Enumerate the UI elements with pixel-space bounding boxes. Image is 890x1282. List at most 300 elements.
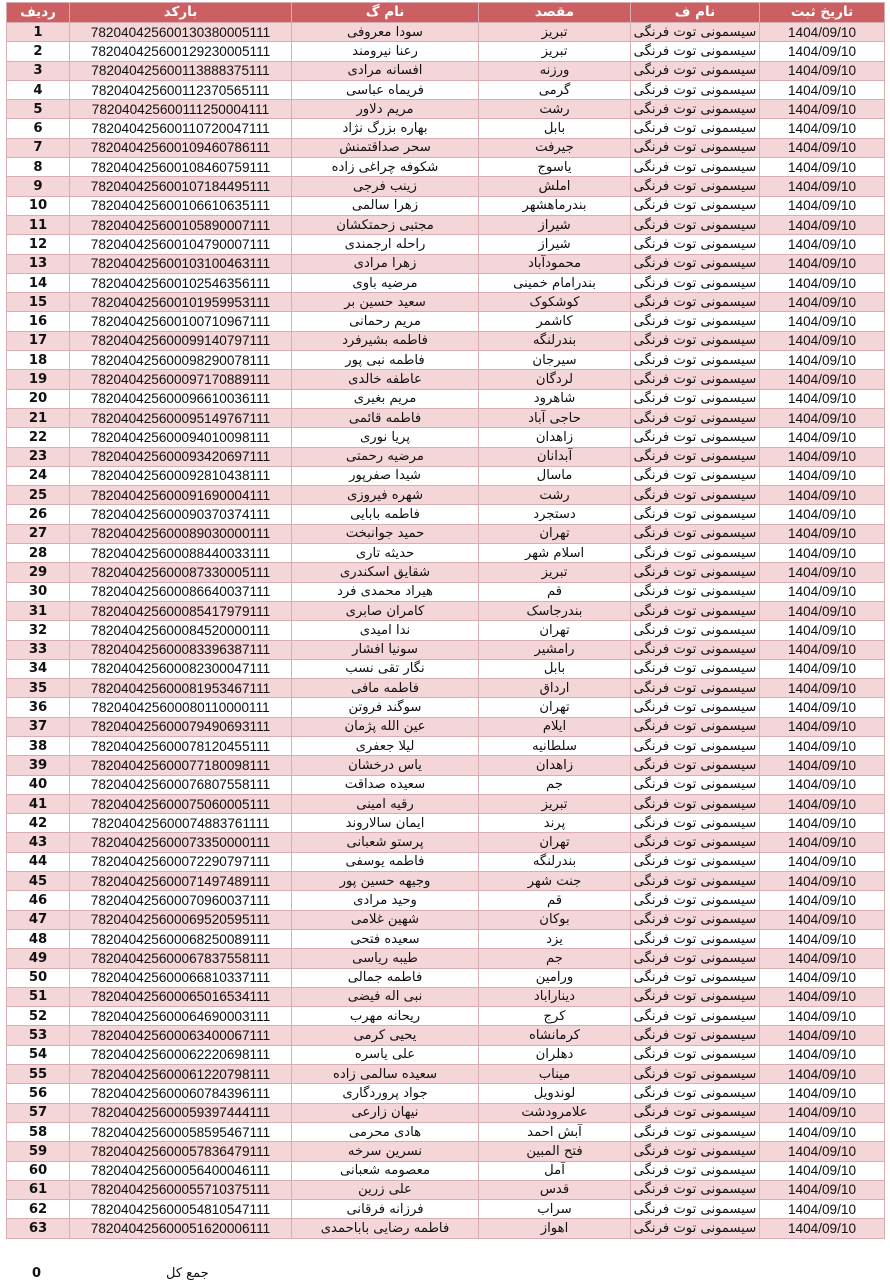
destination-cell: جم — [479, 949, 631, 968]
barcode-cell: 782040425600113888375111 — [70, 61, 292, 80]
table-row — [7, 775, 885, 794]
row-number-cell: 12 — [7, 235, 70, 254]
row-number-cell: 63 — [7, 1219, 70, 1238]
registration-date-cell: 1404/09/10 — [760, 466, 885, 485]
registration-date-cell: 1404/09/10 — [760, 524, 885, 543]
table-row — [7, 273, 885, 292]
barcode-cell: 782040425600075060005111 — [70, 794, 292, 813]
destination-cell: کاشمر — [479, 312, 631, 331]
barcode-cell: 782040425600105890007111 — [70, 215, 292, 234]
barcode-cell: 782040425600093420697111 — [70, 447, 292, 466]
table-row — [7, 447, 885, 466]
table-row — [7, 833, 885, 852]
barcode-cell: 782040425600109460786111 — [70, 138, 292, 157]
registration-date-cell: 1404/09/10 — [760, 814, 885, 833]
recipient-name-cell: حمید جوانبخت — [292, 524, 479, 543]
recipient-name-cell: طیبه ریاسی — [292, 949, 479, 968]
barcode-cell: 782040425600088440033111 — [70, 544, 292, 563]
header-row — [7, 3, 885, 23]
registration-date-cell: 1404/09/10 — [760, 331, 885, 350]
sender-name-cell: سیسمونی توت فرنگی — [631, 331, 760, 350]
registration-date-cell: 1404/09/10 — [760, 968, 885, 987]
row-number-cell: 30 — [7, 582, 70, 601]
sender-name-cell: سیسمونی توت فرنگی — [631, 775, 760, 794]
registration-date-cell: 1404/09/10 — [760, 23, 885, 42]
destination-cell: جنت شهر — [479, 872, 631, 891]
recipient-name-cell: یاس درخشان — [292, 756, 479, 775]
row-number-cell: 7 — [7, 138, 70, 157]
destination-cell: ورامین — [479, 968, 631, 987]
recipient-name-cell: سعید حسین بر — [292, 293, 479, 312]
barcode-cell: 782040425600099140797111 — [70, 331, 292, 350]
sender-name-cell: سیسمونی توت فرنگی — [631, 1065, 760, 1084]
destination-cell: بندرجاسک — [479, 601, 631, 620]
shipment-list-sheet — [6, 2, 884, 1239]
sender-name-cell: سیسمونی توت فرنگی — [631, 1161, 760, 1180]
row-number-cell: 28 — [7, 544, 70, 563]
table-row — [7, 370, 885, 389]
sender-name-cell: سیسمونی توت فرنگی — [631, 215, 760, 234]
recipient-name-cell: سوگند فروتن — [292, 698, 479, 717]
table-row — [7, 138, 885, 157]
barcode-cell: 782040425600086640037111 — [70, 582, 292, 601]
row-number-cell: 33 — [7, 640, 70, 659]
row-number-cell: 35 — [7, 679, 70, 698]
barcode-cell: 782040425600061220798111 — [70, 1065, 292, 1084]
recipient-name-cell: سونیا افشار — [292, 640, 479, 659]
table-row — [7, 987, 885, 1006]
recipient-name-cell: افسانه مرادی — [292, 61, 479, 80]
destination-cell: تهران — [479, 524, 631, 543]
registration-date-cell: 1404/09/10 — [760, 698, 885, 717]
recipient-name-cell: ریحانه مهرب — [292, 1007, 479, 1026]
destination-cell: شیراز — [479, 215, 631, 234]
table-row — [7, 1219, 885, 1238]
row-number-cell: 46 — [7, 891, 70, 910]
registration-date-cell: 1404/09/10 — [760, 1103, 885, 1122]
table-row — [7, 659, 885, 678]
table-row — [7, 80, 885, 99]
shipment-table — [6, 2, 885, 1239]
destination-cell: حاجی آباد — [479, 408, 631, 427]
row-number-cell: 17 — [7, 331, 70, 350]
sender-name-cell: سیسمونی توت فرنگی — [631, 254, 760, 273]
row-number-cell: 15 — [7, 293, 70, 312]
sender-name-cell: سیسمونی توت فرنگی — [631, 717, 760, 736]
sender-name-cell: سیسمونی توت فرنگی — [631, 389, 760, 408]
sender-name-cell: سیسمونی توت فرنگی — [631, 158, 760, 177]
row-number-cell: 19 — [7, 370, 70, 389]
recipient-name-cell: مریم دلاور — [292, 100, 479, 119]
barcode-cell: 782040425600054810547111 — [70, 1200, 292, 1219]
barcode-cell: 782040425600107184495111 — [70, 177, 292, 196]
destination-cell: سلطانیه — [479, 736, 631, 755]
row-number-cell: 48 — [7, 929, 70, 948]
destination-cell: پرند — [479, 814, 631, 833]
registration-date-cell: 1404/09/10 — [760, 408, 885, 427]
barcode-cell: 782040425600064690003111 — [70, 1007, 292, 1026]
sender-name-cell: سیسمونی توت فرنگی — [631, 640, 760, 659]
table-row — [7, 466, 885, 485]
recipient-name-cell: فاطمه قائمی — [292, 408, 479, 427]
destination-cell: اسلام شهر — [479, 544, 631, 563]
sender-name-cell: سیسمونی توت فرنگی — [631, 447, 760, 466]
table-row — [7, 158, 885, 177]
barcode-cell: 782040425600101959953111 — [70, 293, 292, 312]
recipient-name-cell: ندا امیدی — [292, 621, 479, 640]
recipient-name-cell: شهره فیروزی — [292, 486, 479, 505]
header-sender-name: نام ف — [631, 3, 760, 23]
sender-name-cell: سیسمونی توت فرنگی — [631, 679, 760, 698]
row-number-cell: 58 — [7, 1122, 70, 1141]
recipient-name-cell: پرستو شعبانی — [292, 833, 479, 852]
recipient-name-cell: سودا معروفی — [292, 23, 479, 42]
table-row — [7, 408, 885, 427]
recipient-name-cell: مجتبی زحمتکشان — [292, 215, 479, 234]
sender-name-cell: سیسمونی توت فرنگی — [631, 486, 760, 505]
sender-name-cell: سیسمونی توت فرنگی — [631, 505, 760, 524]
row-number-cell: 18 — [7, 351, 70, 370]
table-row — [7, 61, 885, 80]
barcode-cell: 782040425600091690004111 — [70, 486, 292, 505]
destination-cell: فتح المبین — [479, 1142, 631, 1161]
registration-date-cell: 1404/09/10 — [760, 1122, 885, 1141]
registration-date-cell: 1404/09/10 — [760, 891, 885, 910]
barcode-cell: 782040425600066810337111 — [70, 968, 292, 987]
sender-name-cell: سیسمونی توت فرنگی — [631, 466, 760, 485]
row-number-cell: 3 — [7, 61, 70, 80]
registration-date-cell: 1404/09/10 — [760, 196, 885, 215]
barcode-cell: 782040425600106610635111 — [70, 196, 292, 215]
table-row — [7, 42, 885, 61]
row-number-cell: 5 — [7, 100, 70, 119]
table-row — [7, 929, 885, 948]
registration-date-cell: 1404/09/10 — [760, 679, 885, 698]
destination-cell: قم — [479, 891, 631, 910]
barcode-cell: 782040425600084520000111 — [70, 621, 292, 640]
destination-cell: کوشکوک — [479, 293, 631, 312]
registration-date-cell: 1404/09/10 — [760, 158, 885, 177]
recipient-name-cell: فاطمه یوسفی — [292, 852, 479, 871]
destination-cell: تبریز — [479, 42, 631, 61]
barcode-cell: 782040425600104790007111 — [70, 235, 292, 254]
recipient-name-cell: فاطمه بابایی — [292, 505, 479, 524]
recipient-name-cell: لیلا جعفری — [292, 736, 479, 755]
row-number-cell: 13 — [7, 254, 70, 273]
registration-date-cell: 1404/09/10 — [760, 1200, 885, 1219]
sender-name-cell: سیسمونی توت فرنگی — [631, 351, 760, 370]
barcode-cell: 782040425600070960037111 — [70, 891, 292, 910]
registration-date-cell: 1404/09/10 — [760, 100, 885, 119]
sender-name-cell: سیسمونی توت فرنگی — [631, 814, 760, 833]
destination-cell: دستجرد — [479, 505, 631, 524]
registration-date-cell: 1404/09/10 — [760, 601, 885, 620]
recipient-name-cell: هیراد محمدی فرد — [292, 582, 479, 601]
sender-name-cell: سیسمونی توت فرنگی — [631, 852, 760, 871]
registration-date-cell: 1404/09/10 — [760, 42, 885, 61]
barcode-cell: 782040425600074883761111 — [70, 814, 292, 833]
recipient-name-cell: علی یاسره — [292, 1045, 479, 1064]
registration-date-cell: 1404/09/10 — [760, 910, 885, 929]
sender-name-cell: سیسمونی توت فرنگی — [631, 61, 760, 80]
row-number-cell: 6 — [7, 119, 70, 138]
row-number-cell: 62 — [7, 1200, 70, 1219]
recipient-name-cell: علی زرین — [292, 1180, 479, 1199]
table-row — [7, 949, 885, 968]
row-number-cell: 24 — [7, 466, 70, 485]
destination-cell: تهران — [479, 698, 631, 717]
table-row — [7, 891, 885, 910]
barcode-cell: 782040425600065016534111 — [70, 987, 292, 1006]
table-row — [7, 544, 885, 563]
recipient-name-cell: فرزانه فرقانی — [292, 1200, 479, 1219]
recipient-name-cell: هادی محرمی — [292, 1122, 479, 1141]
table-row — [7, 1200, 885, 1219]
row-number-cell: 60 — [7, 1161, 70, 1180]
recipient-name-cell: سعیده صداقت — [292, 775, 479, 794]
row-number-cell: 32 — [7, 621, 70, 640]
sender-name-cell: سیسمونی توت فرنگی — [631, 273, 760, 292]
recipient-name-cell: شهین غلامی — [292, 910, 479, 929]
barcode-cell: 782040425600129230005111 — [70, 42, 292, 61]
row-number-cell: 44 — [7, 852, 70, 871]
destination-cell: تهران — [479, 833, 631, 852]
row-number-cell: 41 — [7, 794, 70, 813]
recipient-name-cell: نیهان زارعی — [292, 1103, 479, 1122]
barcode-cell: 782040425600112370565111 — [70, 80, 292, 99]
row-number-cell: 23 — [7, 447, 70, 466]
registration-date-cell: 1404/09/10 — [760, 621, 885, 640]
registration-date-cell: 1404/09/10 — [760, 254, 885, 273]
recipient-name-cell: فریماه عباسی — [292, 80, 479, 99]
destination-cell: بندرماهشهر — [479, 196, 631, 215]
registration-date-cell: 1404/09/10 — [760, 273, 885, 292]
row-number-cell: 53 — [7, 1026, 70, 1045]
barcode-cell: 782040425600056400046111 — [70, 1161, 292, 1180]
registration-date-cell: 1404/09/10 — [760, 370, 885, 389]
sender-name-cell: سیسمونی توت فرنگی — [631, 659, 760, 678]
recipient-name-cell: شیدا صفرپور — [292, 466, 479, 485]
sender-name-cell: سیسمونی توت فرنگی — [631, 1103, 760, 1122]
destination-cell: رشت — [479, 486, 631, 505]
destination-cell: شیراز — [479, 235, 631, 254]
destination-cell: تبریز — [479, 563, 631, 582]
registration-date-cell: 1404/09/10 — [760, 80, 885, 99]
sender-name-cell: سیسمونی توت فرنگی — [631, 23, 760, 42]
table-row — [7, 582, 885, 601]
barcode-cell: 782040425600100710967111 — [70, 312, 292, 331]
table-row — [7, 505, 885, 524]
sender-name-cell: سیسمونی توت فرنگی — [631, 235, 760, 254]
barcode-cell: 782040425600051620006111 — [70, 1219, 292, 1238]
table-row — [7, 794, 885, 813]
table-row — [7, 351, 885, 370]
table-row — [7, 563, 885, 582]
destination-cell: قدس — [479, 1180, 631, 1199]
sender-name-cell: سیسمونی توت فرنگی — [631, 698, 760, 717]
sender-name-cell: سیسمونی توت فرنگی — [631, 524, 760, 543]
recipient-name-cell: مریم بغیری — [292, 389, 479, 408]
table-row — [7, 215, 885, 234]
destination-cell: جم — [479, 775, 631, 794]
row-number-cell: 38 — [7, 736, 70, 755]
table-body — [7, 23, 885, 1239]
recipient-name-cell: فاطمه جمالی — [292, 968, 479, 987]
registration-date-cell: 1404/09/10 — [760, 872, 885, 891]
destination-cell: تبریز — [479, 23, 631, 42]
recipient-name-cell: نسرین سرخه — [292, 1142, 479, 1161]
barcode-cell: 782040425600073350000111 — [70, 833, 292, 852]
recipient-name-cell: سعیده سالمی زاده — [292, 1065, 479, 1084]
row-number-cell: 52 — [7, 1007, 70, 1026]
barcode-cell: 782040425600085417979111 — [70, 601, 292, 620]
recipient-name-cell: پریا نوری — [292, 428, 479, 447]
destination-cell: آبدانان — [479, 447, 631, 466]
destination-cell: قم — [479, 582, 631, 601]
recipient-name-cell: نگار تقی نسب — [292, 659, 479, 678]
table-row — [7, 1065, 885, 1084]
table-row — [7, 679, 885, 698]
barcode-cell: 782040425600111250004111 — [70, 100, 292, 119]
recipient-name-cell: زهرا سالمی — [292, 196, 479, 215]
sender-name-cell: سیسمونی توت فرنگی — [631, 563, 760, 582]
destination-cell: زاهدان — [479, 756, 631, 775]
row-number-cell: 40 — [7, 775, 70, 794]
sender-name-cell: سیسمونی توت فرنگی — [631, 582, 760, 601]
registration-date-cell: 1404/09/10 — [760, 582, 885, 601]
registration-date-cell: 1404/09/10 — [760, 775, 885, 794]
recipient-name-cell: وحید مرادی — [292, 891, 479, 910]
registration-date-cell: 1404/09/10 — [760, 428, 885, 447]
registration-date-cell: 1404/09/10 — [760, 293, 885, 312]
barcode-cell: 782040425600081953467111 — [70, 679, 292, 698]
barcode-cell: 782040425600083396387111 — [70, 640, 292, 659]
registration-date-cell: 1404/09/10 — [760, 119, 885, 138]
registration-date-cell: 1404/09/10 — [760, 563, 885, 582]
table-row — [7, 428, 885, 447]
sender-name-cell: سیسمونی توت فرنگی — [631, 1200, 760, 1219]
table-row — [7, 698, 885, 717]
recipient-name-cell: عین الله پژمان — [292, 717, 479, 736]
recipient-name-cell: معصومه شعبانی — [292, 1161, 479, 1180]
recipient-name-cell: بهاره بزرگ نژاد — [292, 119, 479, 138]
destination-cell: میناب — [479, 1065, 631, 1084]
sender-name-cell: سیسمونی توت فرنگی — [631, 177, 760, 196]
registration-date-cell: 1404/09/10 — [760, 929, 885, 948]
row-number-cell: 55 — [7, 1065, 70, 1084]
barcode-cell: 782040425600096610036111 — [70, 389, 292, 408]
registration-date-cell: 1404/09/10 — [760, 833, 885, 852]
barcode-cell: 782040425600095149767111 — [70, 408, 292, 427]
barcode-cell: 782040425600108460759111 — [70, 158, 292, 177]
recipient-name-cell: زهرا مرادی — [292, 254, 479, 273]
recipient-name-cell: جواد پروردگاری — [292, 1084, 479, 1103]
destination-cell: رشت — [479, 100, 631, 119]
row-number-cell: 14 — [7, 273, 70, 292]
registration-date-cell: 1404/09/10 — [760, 544, 885, 563]
row-number-cell: 21 — [7, 408, 70, 427]
recipient-name-cell: وجیهه حسین پور — [292, 872, 479, 891]
table-row — [7, 524, 885, 543]
destination-cell: محمودآباد — [479, 254, 631, 273]
sender-name-cell: سیسمونی توت فرنگی — [631, 1142, 760, 1161]
destination-cell: سیرجان — [479, 351, 631, 370]
sender-name-cell: سیسمونی توت فرنگی — [631, 794, 760, 813]
barcode-cell: 782040425600057836479111 — [70, 1142, 292, 1161]
registration-date-cell: 1404/09/10 — [760, 138, 885, 157]
table-row — [7, 601, 885, 620]
header-destination: مقصد — [479, 3, 631, 23]
table-row — [7, 736, 885, 755]
table-row — [7, 814, 885, 833]
row-number-cell: 54 — [7, 1045, 70, 1064]
recipient-name-cell: فاطمه بشیرفرد — [292, 331, 479, 350]
registration-date-cell: 1404/09/10 — [760, 1161, 885, 1180]
registration-date-cell: 1404/09/10 — [760, 794, 885, 813]
sender-name-cell: سیسمونی توت فرنگی — [631, 910, 760, 929]
barcode-cell: 782040425600072290797111 — [70, 852, 292, 871]
barcode-cell: 782040425600098290078111 — [70, 351, 292, 370]
registration-date-cell: 1404/09/10 — [760, 1026, 885, 1045]
sender-name-cell: سیسمونی توت فرنگی — [631, 1084, 760, 1103]
registration-date-cell: 1404/09/10 — [760, 987, 885, 1006]
recipient-name-cell: ایمان سالاروند — [292, 814, 479, 833]
table-row — [7, 235, 885, 254]
barcode-cell: 782040425600078120455111 — [70, 736, 292, 755]
recipient-name-cell: کامران صابری — [292, 601, 479, 620]
recipient-name-cell: شقایق اسکندری — [292, 563, 479, 582]
table-row — [7, 177, 885, 196]
barcode-cell: 782040425600090370374111 — [70, 505, 292, 524]
table-row — [7, 756, 885, 775]
row-number-cell: 2 — [7, 42, 70, 61]
barcode-cell: 782040425600110720047111 — [70, 119, 292, 138]
barcode-cell: 782040425600102546356111 — [70, 273, 292, 292]
barcode-cell: 782040425600079490693111 — [70, 717, 292, 736]
destination-cell: آمل — [479, 1161, 631, 1180]
sender-name-cell: سیسمونی توت فرنگی — [631, 736, 760, 755]
table-row — [7, 968, 885, 987]
registration-date-cell: 1404/09/10 — [760, 177, 885, 196]
row-number-cell: 56 — [7, 1084, 70, 1103]
sender-name-cell: سیسمونی توت فرنگی — [631, 370, 760, 389]
sender-name-cell: سیسمونی توت فرنگی — [631, 949, 760, 968]
sender-name-cell: سیسمونی توت فرنگی — [631, 601, 760, 620]
table-row — [7, 23, 885, 42]
sender-name-cell: سیسمونی توت فرنگی — [631, 196, 760, 215]
registration-date-cell: 1404/09/10 — [760, 756, 885, 775]
row-number-cell: 42 — [7, 814, 70, 833]
table-row — [7, 852, 885, 871]
header-row-number: ردیف — [7, 3, 70, 23]
recipient-name-cell: راحله ارجمندی — [292, 235, 479, 254]
sender-name-cell: سیسمونی توت فرنگی — [631, 968, 760, 987]
table-row — [7, 1142, 885, 1161]
barcode-cell: 782040425600067837558111 — [70, 949, 292, 968]
table-row — [7, 1161, 885, 1180]
registration-date-cell: 1404/09/10 — [760, 486, 885, 505]
destination-cell: دیناراباد — [479, 987, 631, 1006]
sender-name-cell: سیسمونی توت فرنگی — [631, 1180, 760, 1199]
row-number-cell: 1 — [7, 23, 70, 42]
row-number-cell: 25 — [7, 486, 70, 505]
row-number-cell: 36 — [7, 698, 70, 717]
destination-cell: ایلام — [479, 717, 631, 736]
table-row — [7, 312, 885, 331]
destination-cell: جیرفت — [479, 138, 631, 157]
recipient-name-cell: رعنا نیرومند — [292, 42, 479, 61]
registration-date-cell: 1404/09/10 — [760, 949, 885, 968]
